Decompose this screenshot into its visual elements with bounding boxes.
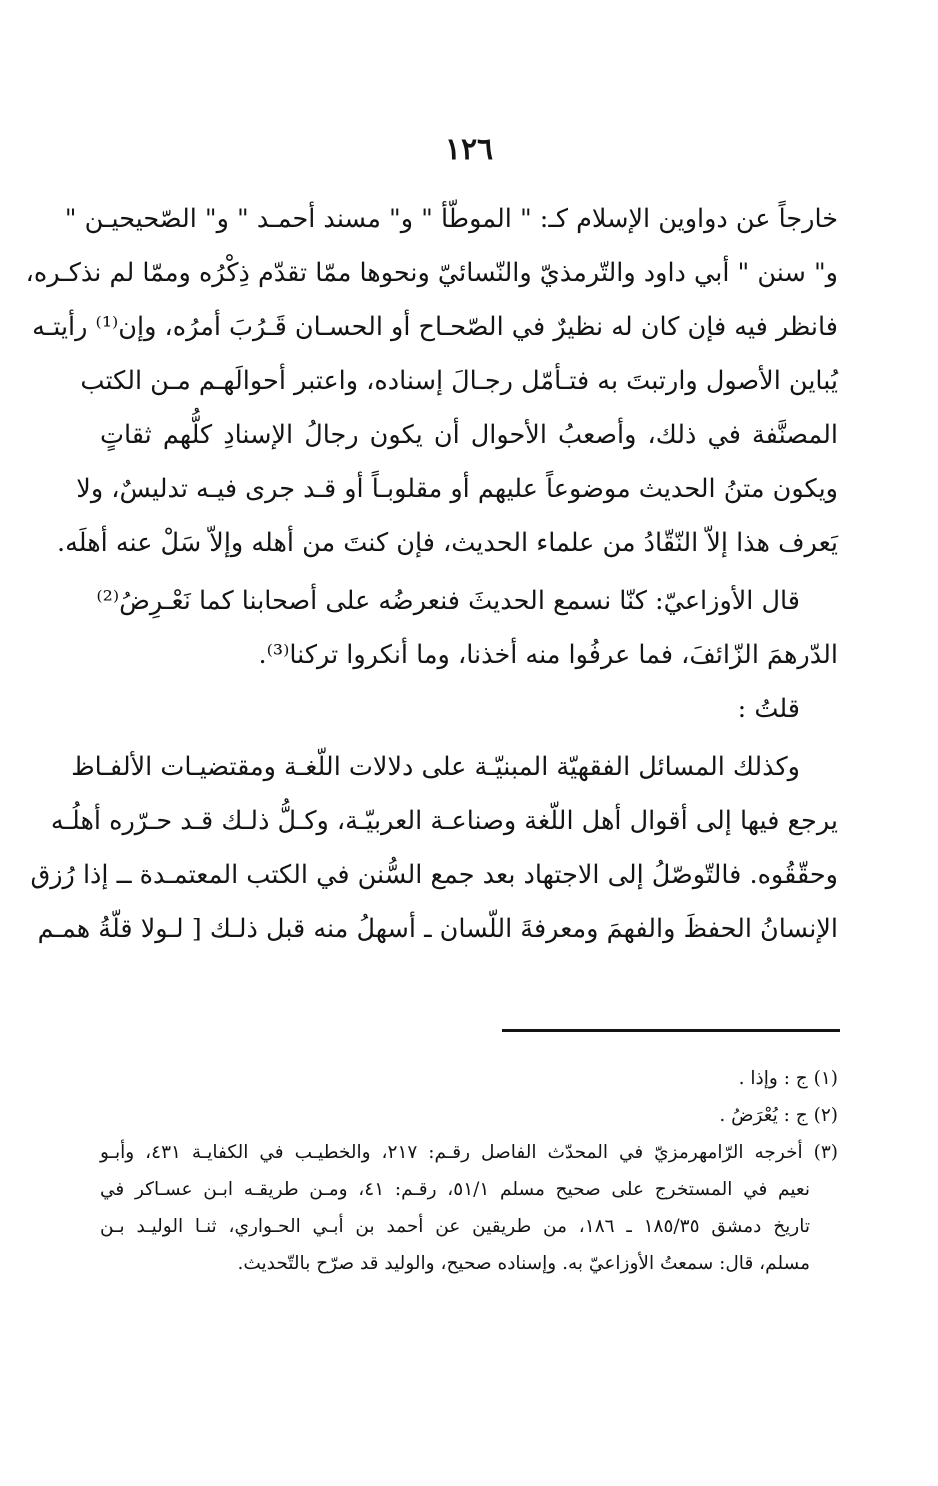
footnotes (100, 1060, 838, 1282)
page-number: ١٢٦ (444, 132, 494, 167)
text-line: فانظر فيه فإن كان له نظيرٌ في الصّحـاح أو الحسـان قَـرُبَ أمرُه، وإن⁽¹⁾ رأيتـه (32, 312, 838, 342)
main-text (25, 192, 838, 956)
text-line: قال الأوزاعيّ: كنّا نسمع الحديثَ فنعرضُه على أصحابنا كما نَعْـرِضُ⁽²⁾ (96, 586, 800, 616)
text-line: ويكون متنُ الحديث موضوعاً عليهم أو مقلوبـاً أو قـد جرى فيـه تدليسٌ، ولا (76, 474, 838, 504)
footnote: (١) ج : وإذا . (738, 1068, 838, 1089)
text-line: المصنَّفة في ذلك، وأصعبُ الأحوال أن يكون رجالُ الإسنادِ كلُّهم ثقاتٍ (100, 420, 838, 450)
text-line: وحقّقُوه. فالتّوصّلُ إلى الاجتهاد بعد جمع السُّنن في الكتب المعتمـدة ــ إذا رُزق (30, 860, 838, 890)
text-line: الدّرهمَ الزّائفَ، فما عرفُوا منه أخذنا، وما أنكروا تركنا⁽³⁾. (258, 640, 838, 670)
text-line: وكذلك المسائل الفقهيّة المبنيّـة على دلالات اللّغـة ومقتضيـات الألفـاظ (71, 752, 800, 782)
text-line: و" سنن " أبي داود والتّرمذيّ والنّسائيّ ونحوها ممّا تقدّم ذِكْرُه وممّا لم نذكـره، (25, 258, 838, 288)
footnote-continuation: تاريخ دمشق ١٨٥/٣٥ ـ ١٨٦، من طريقين عن أحمد بن أبـي الحـواري، ثنـا الوليـد بـن (100, 1216, 811, 1237)
footnote: (٣) أخرجه الرّامهرمزيّ في المحدّث الفاصل رقـم: ٢١٧، والخطيـب في الكفايـة ٤٣١، وأبـو (100, 1142, 838, 1163)
footnote: (٢) ج : يُعْرَضُ . (719, 1105, 838, 1126)
footnote-continuation: نعيم في المستخرج على صحيح مسلم ٥١/١، رقـم: ٤١، ومـن طريقـه ابـن عسـاكر في (100, 1179, 810, 1200)
text-line: قلتُ : (737, 694, 800, 724)
text-line: الإنسانُ الحفظَ والفهمَ ومعرفةَ اللّسان ـ أسهلُ منه قبل ذلـك [ لـولا قلّةُ همـم (37, 914, 838, 944)
text-line: يُباين الأصول وارتبتَ به فتـأمّل رجـالَ إسناده، واعتبر أحوالَهـم مـن الكتب (80, 366, 838, 396)
text-line: يَعرف هذا إلاّ النّقّادُ من علماء الحديث، فإن كنتَ من أهله وإلاّ سَلْ عنه أهلَه. (56, 528, 838, 558)
text-line: خارجاً عن دواوين الإسلام كـ: " الموطّأ " و" مسند أحمـد " و" الصّحيحيـن " (64, 204, 838, 234)
footnote-continuation: مسلم، قال: سمعتُ الأوزاعيّ به. وإسناده صحيح، والوليد قد صرّح بالتّحديث. (237, 1253, 810, 1274)
text-line: يرجع فيها إلى أقوال أهل اللّغة وصناعـة العربيّـة، وكـلُّ ذلـك قـد حـرّره أهلُـه (50, 806, 838, 836)
footnote-separator (502, 1029, 840, 1032)
